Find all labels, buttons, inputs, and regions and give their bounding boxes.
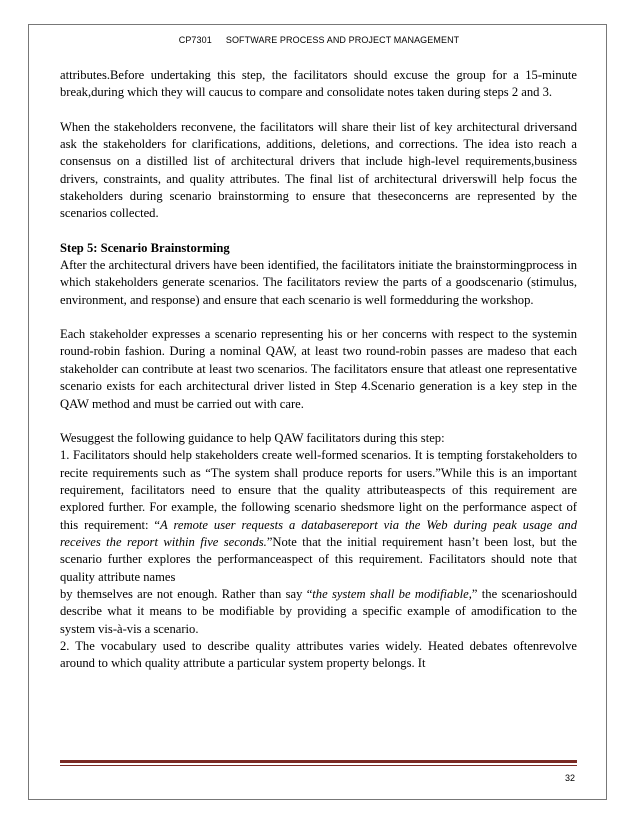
item1-text-a: 1. Facilitators should help stakeholders create well-formed scenarios. It is tempting forstakeholders to recite requirements such as “The system shall produce reports for users.”While this is an important requirement, facilitators need to ensure that the quality attributeaspects of this requirement are explored further. For example, the following scenario shedsmore light on the performance aspect of this requirement: “ — [60, 448, 577, 532]
paragraph-4: Each stakeholder expresses a scenario representing his or her concerns with respect to the systemin round-robin fashion. During a nominal QAW, at least two round-robin passes are madeso that each stakeholder can contribute at least two scenarios. The facilitators ensure that atleast one representative scenario exists for each architectural driver listed in Step 4.Scenario generation is a key step in the QAW method and must be carried out with care. — [60, 327, 577, 411]
item1-italic-scenario: A remote user requests a databasereport via the Web during peak usage and receives the report within five seconds. — [60, 517, 577, 549]
page-number: 32 — [564, 773, 575, 783]
guidance-intro: Wesuggest the following guidance to help QAW facilitators during this step: — [60, 430, 445, 445]
item1-italic-modifiable: the system shall be modifiable, — [312, 586, 472, 601]
guidance-item-1-continued — [60, 586, 577, 638]
item1-text-d: ” the scenarioshould describe what it means to be modifiable by providing a specific example of amodification to the system vis-à-vis a scenario. — [60, 586, 577, 636]
course-code: CP7301 — [178, 35, 212, 45]
paragraph-2: When the stakeholders reconvene, the facilitators will share their list of key architectural driversand ask the stakeholders for clarifications, additions, deletions, and corrections. The idea isto reach a consensus on a distilled list of architectural drivers that include high-level requirements,business drivers, constraints, and quality attributes. The final list of architectural driverswill help focus the stakeholders during scenario brainstorming to ensure that theseconcerns are represented by the scenarios collected. — [60, 119, 577, 221]
paragraph-1: attributes.Before undertaking this step, the facilitators should excuse the group for a 15-minute break,during which they will caucus to compare and consolidate notes taken during steps 2 and 3. — [60, 68, 577, 100]
body-text — [60, 67, 577, 673]
guidance-item-2: 2. The vocabulary used to describe quality attributes varies widely. Heated debates oftenrevolve around to which quality attribute a particular system property belongs. It — [60, 638, 577, 671]
footer-rule — [60, 760, 577, 763]
paragraph-3: After the architectural drivers have been identified, the facilitators initiate the brainstormingprocess in which stakeholders generate scenarios. The facilitators review the parts of a goodscenario (stimulus, environment, and response) and ensure that each scenario is well formedduring the workshop. — [60, 258, 577, 307]
guidance-item-1 — [60, 447, 577, 586]
running-header — [0, 35, 638, 45]
item1-text-c: by themselves are not enough. Rather than say “ — [60, 586, 313, 601]
item1-text-b: ”Note that the initial requirement hasn’t been lost, but the scenario further explores the performanceaspect of this requirement. Facilitators should note that quality attribute names — [60, 534, 577, 584]
footer-rule-thin — [60, 765, 577, 766]
section-heading-step5: Step 5: Scenario Brainstorming — [60, 240, 230, 255]
course-title: SOFTWARE PROCESS AND PROJECT MANAGEMENT — [225, 35, 460, 45]
